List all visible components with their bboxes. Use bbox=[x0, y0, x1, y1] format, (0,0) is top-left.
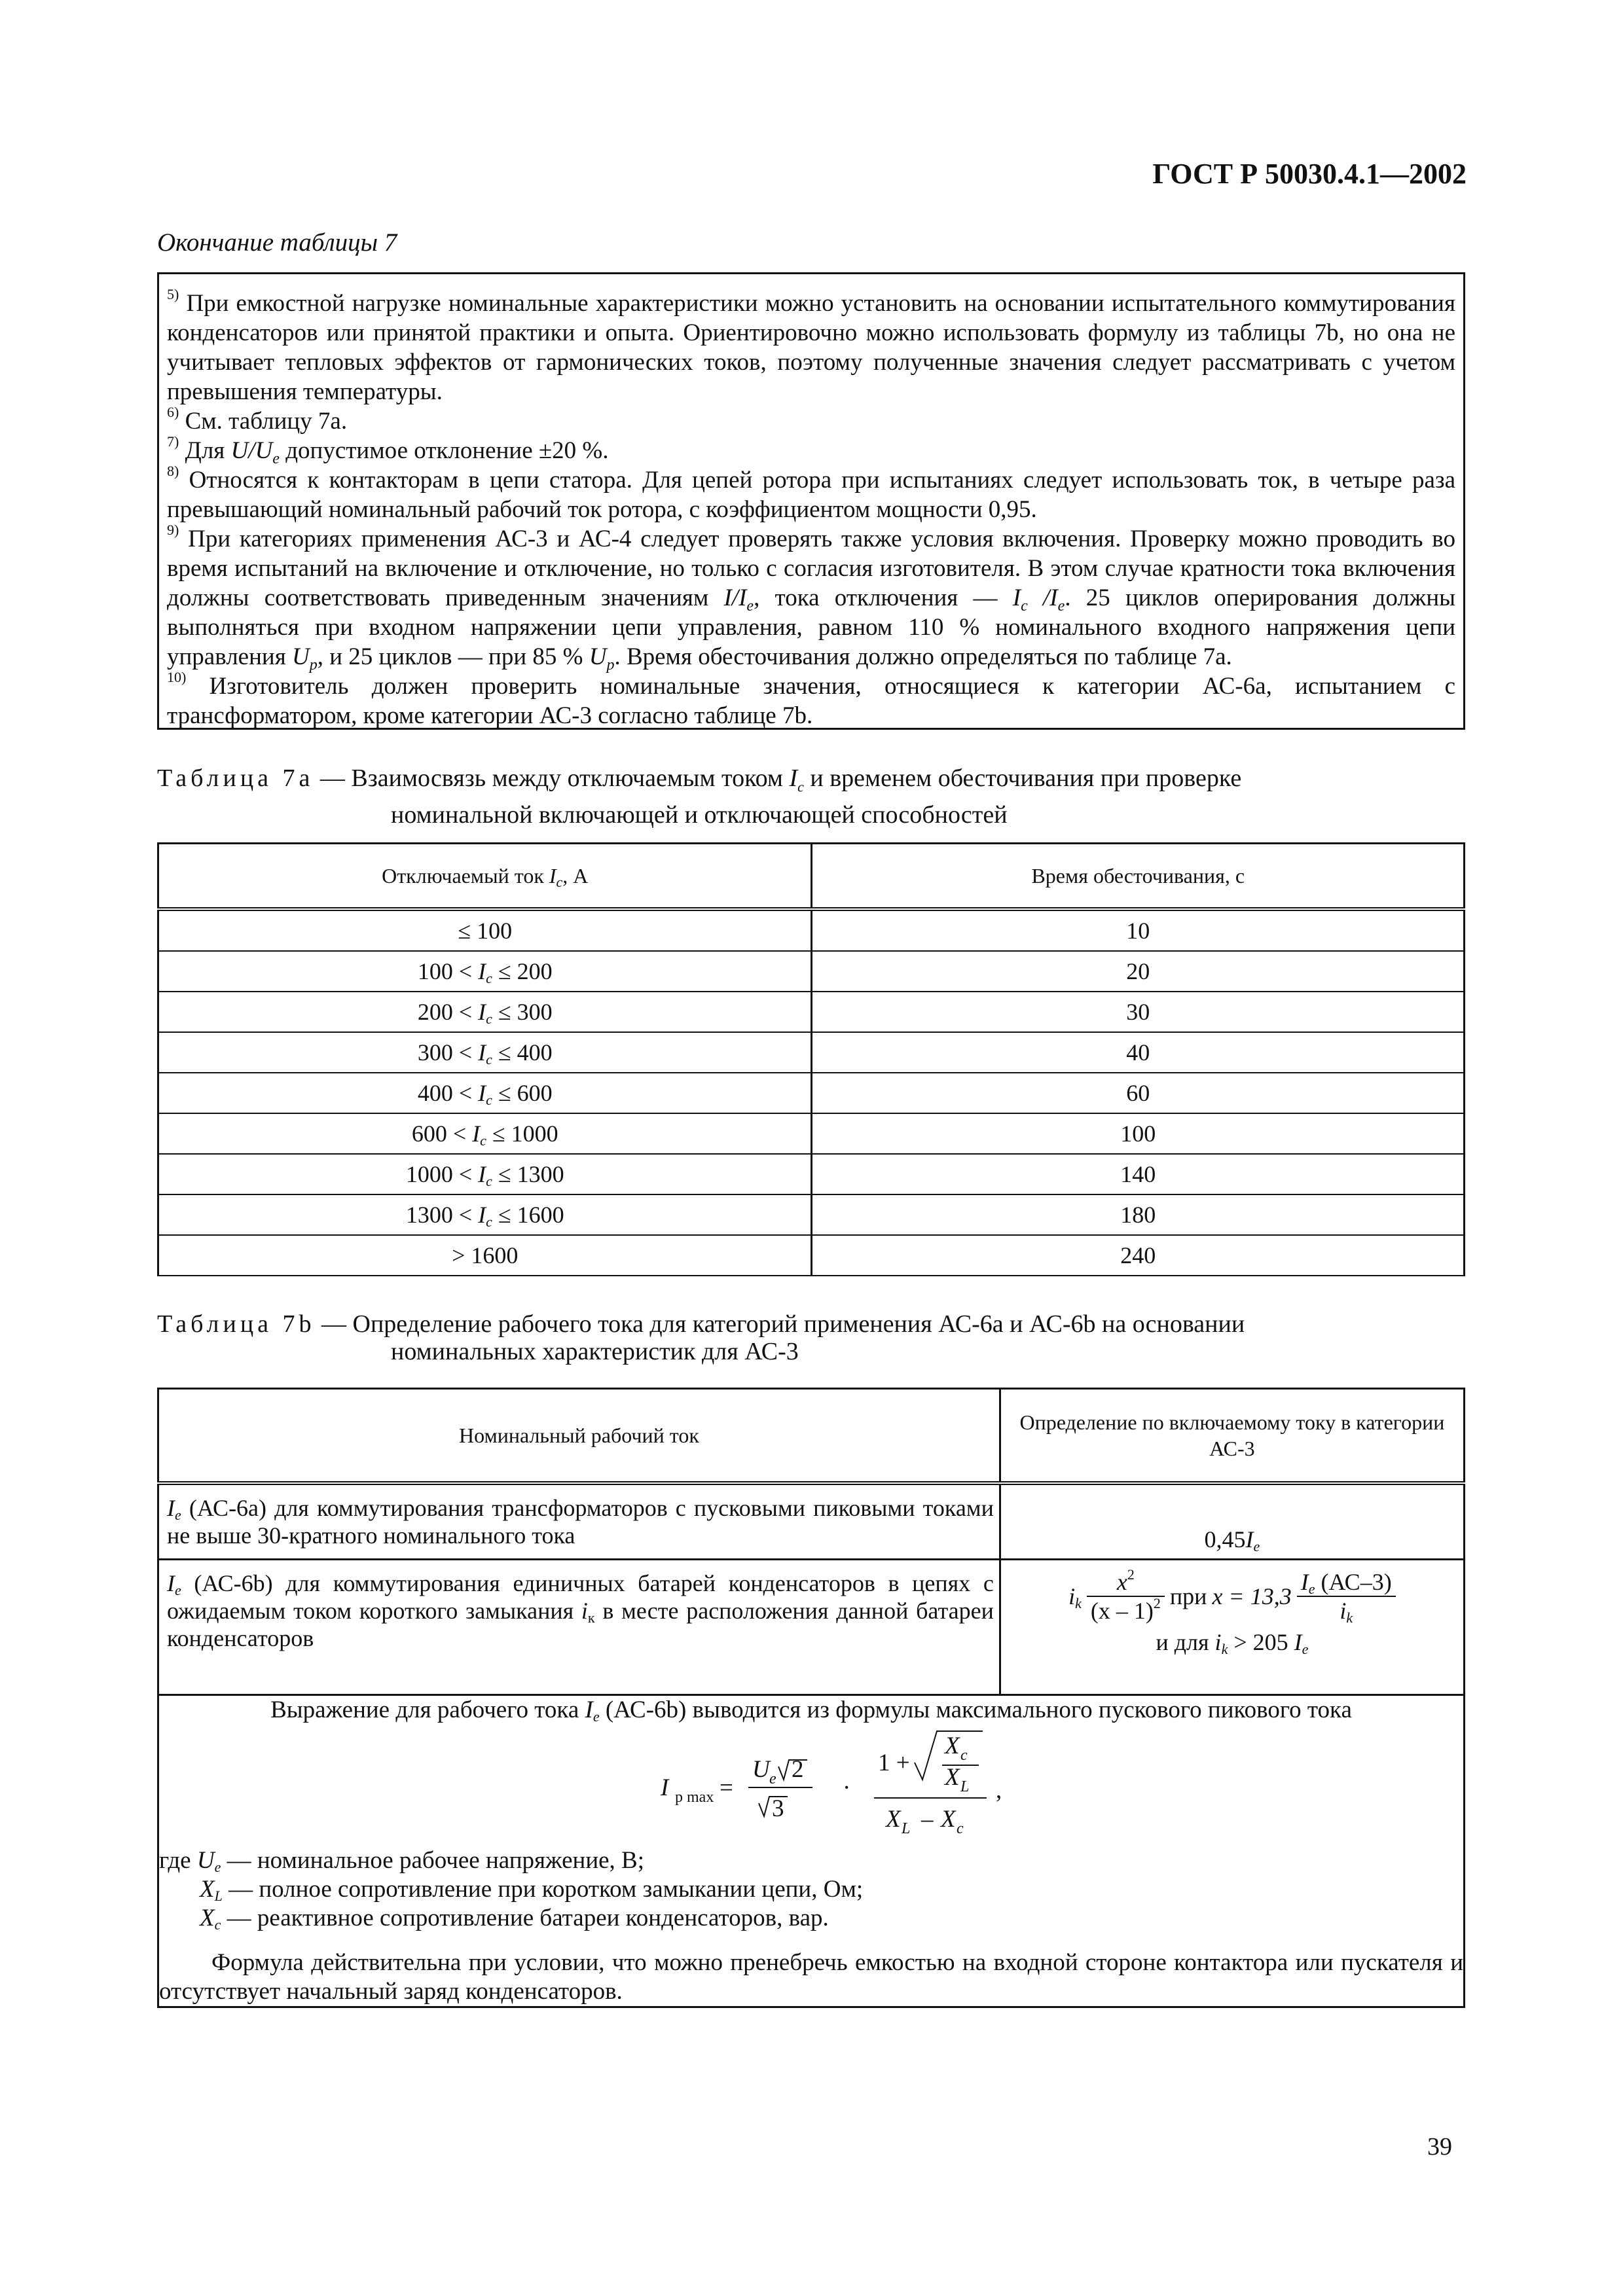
table-row bbox=[158, 951, 1465, 992]
table-row bbox=[158, 1073, 1465, 1113]
current-range-cell: ≤ 100 bbox=[158, 909, 812, 951]
table-row bbox=[158, 1483, 1465, 1560]
current-range-cell: > 1600 bbox=[158, 1235, 812, 1276]
svg-text:U: U bbox=[752, 1756, 770, 1783]
time-cell: 180 bbox=[812, 1194, 1465, 1235]
table7a-header-row bbox=[158, 844, 1465, 910]
time-cell: 100 bbox=[812, 1113, 1465, 1154]
table7b-header-current: Номинальный рабочий ток bbox=[158, 1389, 1000, 1484]
svg-text:X: X bbox=[886, 1806, 901, 1833]
svg-text:·: · bbox=[843, 1774, 851, 1801]
svg-text:L: L bbox=[902, 1820, 911, 1837]
table-continuation-caption: Окончание таблицы 7 bbox=[157, 228, 397, 257]
table7a-header-current: Отключаемый ток $I_c$, А bbox=[158, 844, 812, 910]
validity-text: Формула действительна при условии, что можно пренебречь емкостью на входной стороне контактора или пускателя и отсутствует начальный заряд конденсаторов. bbox=[159, 1949, 1463, 2005]
table7b-header-row bbox=[158, 1389, 1465, 1484]
time-cell: 240 bbox=[812, 1235, 1465, 1276]
where-list bbox=[159, 1846, 1463, 1933]
svg-text:=: = bbox=[720, 1774, 733, 1801]
svg-text:c: c bbox=[957, 1820, 964, 1837]
current-range-cell: $300 < I_c \le 400$ bbox=[158, 1032, 812, 1073]
svg-text:X: X bbox=[945, 1732, 960, 1759]
svg-text:I: I bbox=[661, 1774, 669, 1801]
current-range-cell: $400 < I_c \le 600$ bbox=[158, 1073, 812, 1113]
table-row bbox=[158, 909, 1465, 951]
where-item: $X_L$ — полное сопротивление при коротком замыкании цепи, Ом; bbox=[200, 1876, 864, 1904]
time-cell: 60 bbox=[812, 1073, 1465, 1113]
ac6b-condition: и для $i_k > 205$ $I_e$ bbox=[1156, 1629, 1309, 1657]
ie-ik-fraction: $\frac{I_e (АС-3)}{i_k}$ bbox=[1297, 1568, 1396, 1624]
footnote-7: $^{7)}$ Для $U/U_e$ допустимое отклонение ±20 %. bbox=[167, 433, 609, 467]
page-number: 39 bbox=[1427, 2133, 1452, 2161]
peak-current-formula-graphic bbox=[151, 1725, 1459, 1842]
footnote-10: $^{10)}$ Изготовитель должен проверить номинальные значения, относящиеся к категории АС-6а, испытанием с трансформатором, кроме категории АС-3 согласно таблице 7b. bbox=[167, 669, 1455, 729]
table-row bbox=[158, 992, 1465, 1032]
svg-text:1 +: 1 + bbox=[878, 1749, 910, 1776]
derivation-text: Выражение для рабочего тока $I_e$ (АС-6b) выводится из формулы максимального пускового пикового тока bbox=[270, 1696, 1352, 1725]
x-fraction: $\frac{x^2}{(x - 1)^2}$ bbox=[1087, 1568, 1165, 1624]
current-range-cell: $1300 < I_c \le 1600$ bbox=[158, 1194, 812, 1235]
formula-section bbox=[158, 1695, 1465, 2007]
table-row bbox=[158, 1235, 1465, 1276]
footnote-5: $^{5)}$ При емкостной нагрузке номинальные характеристики можно установить на основании испытательного коммутирования конденсаторов или принятой практики и опыта. Ориентировочно можно использовать формулу из таблицы 7b, но она не учитывает тепловых эффектов от гармонических токов, поэтому полученные значения следует рассматривать с учетом превышения температуры. bbox=[167, 286, 1456, 405]
table-row bbox=[158, 1154, 1465, 1194]
svg-text:L: L bbox=[960, 1778, 970, 1795]
peak-current-formula bbox=[159, 1725, 1463, 1842]
time-cell: 40 bbox=[812, 1032, 1465, 1073]
svg-text:e: e bbox=[769, 1770, 776, 1787]
ac6a-value: $0,45I_e$ bbox=[1000, 1483, 1464, 1560]
footnote-8: $^{8)}$ Относятся к контакторам в цепи статора. Для цепей ротора при испытаниях следует использовать ток, в четыре раза превышающий номинальный рабочий ток ротора, с коэффициентом мощности 0,95. bbox=[167, 463, 1456, 523]
svg-text:–: – bbox=[921, 1806, 934, 1833]
current-range-cell: $600 < I_c \le 1000$ bbox=[158, 1113, 812, 1154]
svg-text:X: X bbox=[941, 1806, 956, 1833]
footnote-9: $^{9)}$ При категориях применения АС-3 и АС-4 следует проверять также условия включения. Проверку можно проводить во время испытаний на включение и отключение, но только с согласия изготовителя. В этом случае кратности тока включения должны соответствовать приведенным значениям $I/I_e$, тока отключения — $I_c$ $/I_e$. 25 циклов оперирования должны выполняться при входном напряжении цепи управления, равном 110 % номинального входного напряжения цепи управления $U_p$, и 25 циклов — при 85 % $U_p$. Время обесточивания должно определяться по таблице 7а. bbox=[167, 522, 1456, 673]
svg-text:3: 3 bbox=[772, 1795, 784, 1822]
table-row bbox=[158, 1194, 1465, 1235]
footnote-6: $^{6)}$ См. таблицу 7а. bbox=[167, 404, 348, 435]
svg-text:p max: p max bbox=[675, 1789, 714, 1806]
table7b-title: Таблица 7b — Определение рабочего тока для категорий применения АС-6а и АС-6b на основании номинальных характеристик для АС-3 bbox=[157, 1310, 1245, 1365]
table-row bbox=[158, 1560, 1465, 1695]
svg-text:2: 2 bbox=[792, 1756, 804, 1783]
table7a-title: Таблица 7а — Взаимосвязь между отключаемым током $I_c$ и временем обесточивания при проверке номинальной включающей и отключающей способностей bbox=[157, 764, 1242, 829]
where-item: $X_c$ — реактивное сопротивление батареи конденсаторов, вар. bbox=[200, 1905, 829, 1933]
time-cell: 10 bbox=[812, 909, 1465, 951]
ac6b-formula bbox=[1000, 1560, 1464, 1695]
svg-text:X: X bbox=[945, 1764, 960, 1791]
svg-text:c: c bbox=[960, 1747, 968, 1764]
svg-text:,: , bbox=[996, 1777, 1002, 1804]
standard-code: ГОСТ Р 50030.4.1—2002 bbox=[1152, 158, 1467, 190]
current-range-cell: $1000 < I_c \le 1300$ bbox=[158, 1154, 812, 1194]
current-range-cell: $100 < I_c \le 200$ bbox=[158, 951, 812, 992]
time-cell: 140 bbox=[812, 1154, 1465, 1194]
table7-footnotes bbox=[157, 272, 1465, 730]
ac6b-description: $I_e$ (АС-6b) для коммутирования единичных батарей конденсаторов в цепях с ожидаемым током короткого замыкания $i_к$ в месте расположения данной батареи конденсаторов bbox=[158, 1560, 1000, 1695]
table-row bbox=[158, 1695, 1465, 2007]
table-row bbox=[158, 1032, 1465, 1073]
table7a bbox=[157, 842, 1465, 1276]
table-row bbox=[158, 1113, 1465, 1154]
time-cell: 30 bbox=[812, 992, 1465, 1032]
ac6b-formula-line: $i_k$ $\frac{x^2}{(x - 1)^2}$ при x = 13,3 $\frac{I_e (АС-3)}{i_k}$ bbox=[1001, 1568, 1463, 1624]
table7b bbox=[157, 1388, 1465, 2008]
where-item: где $U_e$ — номинальное рабочее напряжение, В; bbox=[159, 1847, 644, 1875]
current-range-cell: $200 < I_c \le 300$ bbox=[158, 992, 812, 1032]
time-cell: 20 bbox=[812, 951, 1465, 992]
table7a-header-time: Время обесточивания, с bbox=[812, 844, 1465, 910]
table7b-header-definition: Определение по включаемому току в категории АС-3 bbox=[1000, 1389, 1464, 1484]
ac6a-description: $I_e$ (АС-6а) для коммутирования трансформаторов с пусковыми пиковыми токами не выше 30-кратного номинального тока bbox=[158, 1483, 1000, 1560]
